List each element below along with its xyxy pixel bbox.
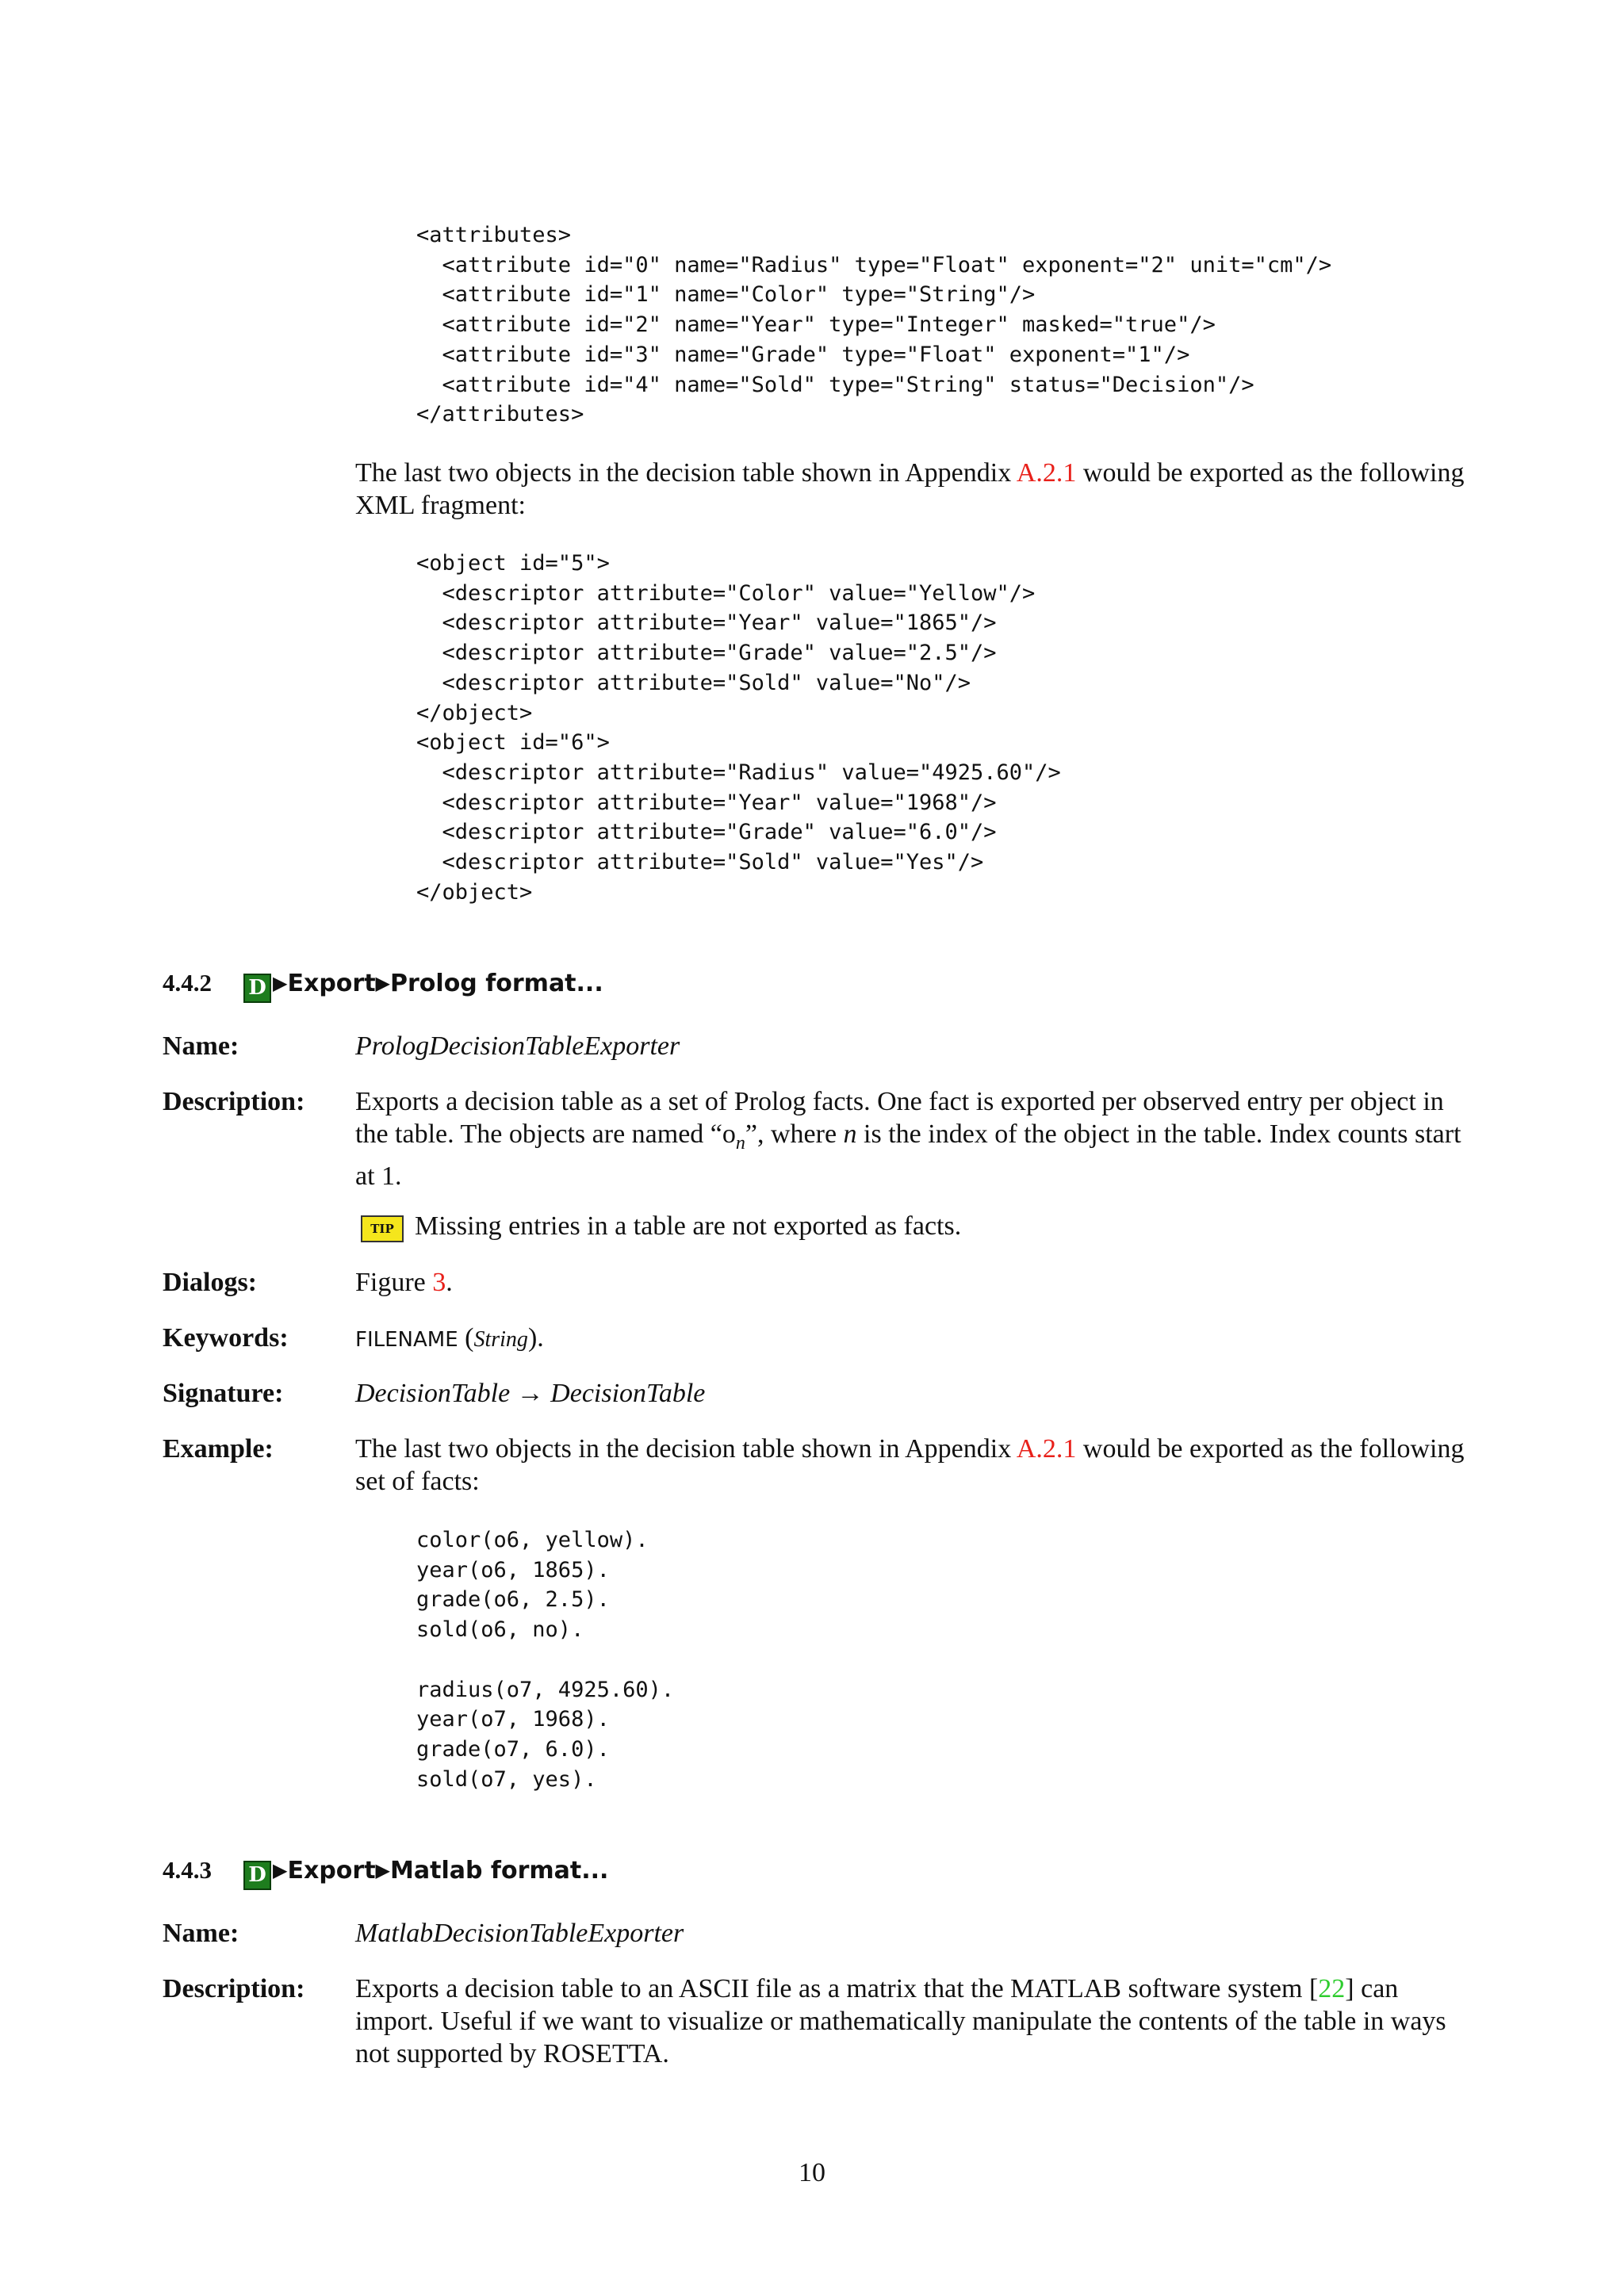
menu-arrow-icon: ▶ [375,972,391,994]
code-block-objects: <object id="5"> <descriptor attribute="Color" value="Yellow"/> <descriptor attribute="Year" value="1865"/> <descriptor attribute="Grade" value="2.5"/> <descriptor attribute="Sold" value="No"/> </object> <object id="6"> <descriptor attribute="Radius" value="4925.60"/> <descriptor attribute="Year" value="1968"/> <descriptor attribute="Grade" value="6.0"/> <descriptor attribute="Sold" value="Yes"/> </object> [416,551,1061,905]
tip-text: Missing entries in a table are not exported as facts. [415,1211,962,1241]
name-value: MatlabDecisionTableExporter [355,1919,684,1948]
name-value: PrologDecisionTableExporter [355,1031,680,1061]
text: is the index of the object in the table. Index counts start at 1. [355,1119,1461,1191]
text: The last two objects in the decision table shown in Appendix [355,1434,1017,1464]
name-label: Name: [163,1919,239,1948]
variable: n [843,1119,857,1149]
keywords-label: Keywords: [163,1323,289,1353]
description-label: Description: [163,1974,305,2003]
tip-icon: TIP [361,1215,404,1242]
text: would be exported as the following set of facts: [355,1434,1465,1496]
code-block-facts: color(o6, yellow). year(o6, 1865). grade(o6, 2.5). sold(o6, no). radius(o7, 4925.60). year(o7, 1968). grade(o7, 6.0). sold(o7, yes). [416,1528,675,1792]
menu-item-label: Prolog format... [390,970,603,997]
signature-label: Signature: [163,1379,284,1408]
appendix-link[interactable]: A.2.1 [1016,458,1077,488]
signature-value: DecisionTable → DecisionTable [355,1379,706,1408]
text: would be exported as the following XML fragment: [355,458,1465,520]
figure-link[interactable]: 3 [432,1268,446,1297]
name-label: Name: [163,1031,239,1061]
appendix-link[interactable]: A.2.1 [1016,1434,1077,1464]
menu-item-label: Matlab format... [390,1857,609,1885]
text: ”, where [745,1119,844,1149]
description-text [355,1085,1465,1192]
menu-label: Export [287,970,376,997]
section-number: 4.4.2 [163,969,212,997]
menu-label: Export [287,1857,376,1885]
dialogs-value [355,1266,1465,1299]
text: . [446,1268,453,1297]
example-text [355,1433,1465,1498]
dialogs-label: Dialogs: [163,1268,257,1297]
text: Figure [355,1268,433,1297]
menu-arrow-icon: ▶ [273,972,288,994]
decision-table-icon: D [243,1861,271,1890]
decision-table-icon: D [243,974,271,1003]
subscript: n [735,1132,745,1154]
code-block-attributes: <attributes> <attribute id="0" name="Radius" type="Float" exponent="2" unit="cm"/> <attribute id="1" name="Color" type="String"/> <attribute id="2" name="Year" type="Integer" masked="true"/> <attribute id="3" name="Grade" type="Float" exponent="1"/> <attribute id="4" name="Sold" type="String" status="Decision"/> </attributes> [416,223,1332,427]
keyword-type: String [473,1327,528,1352]
page-number: 10 [799,2158,825,2187]
keywords-value: FILENAME (String). [355,1323,544,1353]
section-heading-matlab [163,1854,608,1890]
keyword-name: FILENAME [355,1328,458,1352]
text: ] can import. Useful if we want to visualize or mathematically manipulate the contents of the table in ways not supported by ROSETTA. [355,1974,1446,2068]
text: The last two objects in the decision table shown in Appendix [355,458,1017,488]
text: Exports a decision table as a set of Prolog facts. One fact is exported per observed entry per object in the table. The objects are named “o [355,1087,1444,1149]
menu-arrow-icon: ▶ [375,1859,391,1881]
paragraph-xml-intro [355,457,1465,522]
section-number: 4.4.3 [163,1856,212,1884]
description-label: Description: [163,1087,305,1116]
section-heading-prolog [163,967,603,1003]
citation-link[interactable]: 22 [1318,1974,1346,2003]
menu-arrow-icon: ▶ [273,1859,288,1881]
example-label: Example: [163,1434,274,1464]
description-text [355,1973,1465,2070]
text: Exports a decision table to an ASCII file as a matrix that the MATLAB software system [ [355,1974,1319,2003]
tip-note [361,1210,1471,1242]
